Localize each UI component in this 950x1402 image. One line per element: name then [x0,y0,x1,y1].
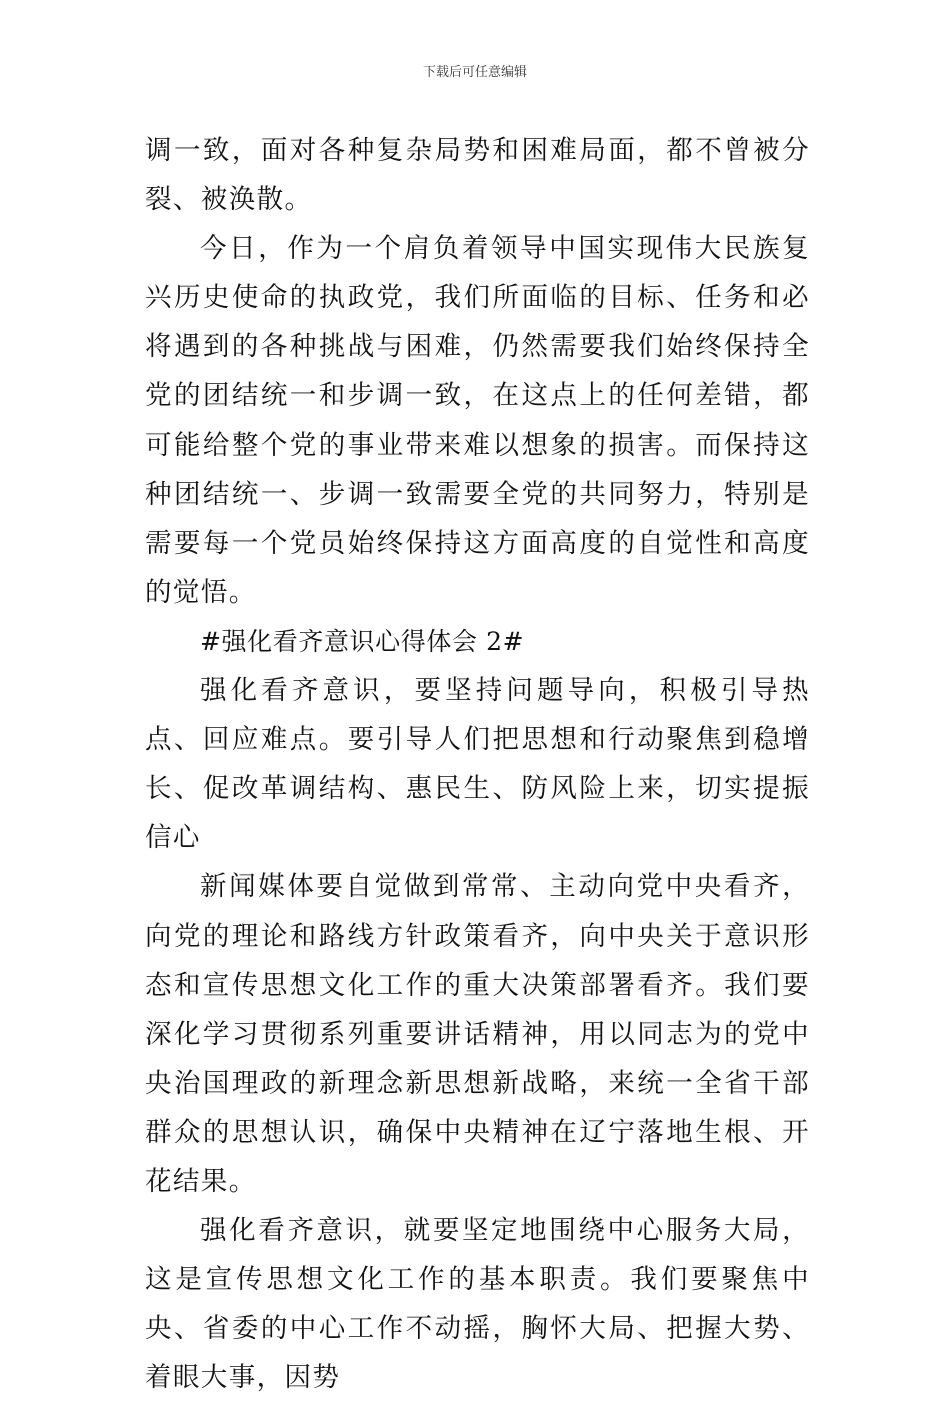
page-header-note: 下载后可任意编辑 [422,65,527,80]
paragraph-serve-overall: 强化看齐意识，就要坚定地围绕中心服务大局，这是宣传思想文化工作的基本职责。我们要聚焦中央、省委的中心工作不动摇，胸怀大局、把握大势、着眼大事，因势 [145,1215,810,1394]
paragraph-problem-oriented: 强化看齐意识，要坚持问题导向，积极引导热点、回应难点。要引导人们把思想和行动聚焦到稳增长、促改革调结构、惠民生、防风险上来，切实提振信心 [145,675,810,854]
paragraph-continuation: 调一致，面对各种复杂局势和困难局面，都不曾被分裂、被涣散。 [145,135,810,216]
section-heading: #强化看齐意识心得体会 2# [200,626,525,656]
document-body [145,126,810,1402]
paragraph-news-media: 新闻媒体要自觉做到常常、主动向党中央看齐，向党的理论和路线方针政策看齐，向中央关于意识形态和宣传思想文化工作的重大决策部署看齐。我们要深化学习贯彻系列重要讲话精神，用以同志为的党中央治国理政的新理念新思想新战略，来统一全省干部群众的思想认识，确保中央精神在辽宁落地生根、开花结果。 [145,871,810,1197]
paragraph-mission: 今日，作为一个肩负着领导中国实现伟大民族复兴历史使命的执政党，我们所面临的目标、任务和必将遇到的各种挑战与困难，仍然需要我们始终保持全党的团结统一和步调一致，在这点上的任何差错，都可能给整个党的事业带来难以想象的损害。而保持这种团结统一、步调一致需要全党的共同努力，特别是需要每一个党员始终保持这方面高度的自觉性和高度的觉悟。 [145,233,810,608]
